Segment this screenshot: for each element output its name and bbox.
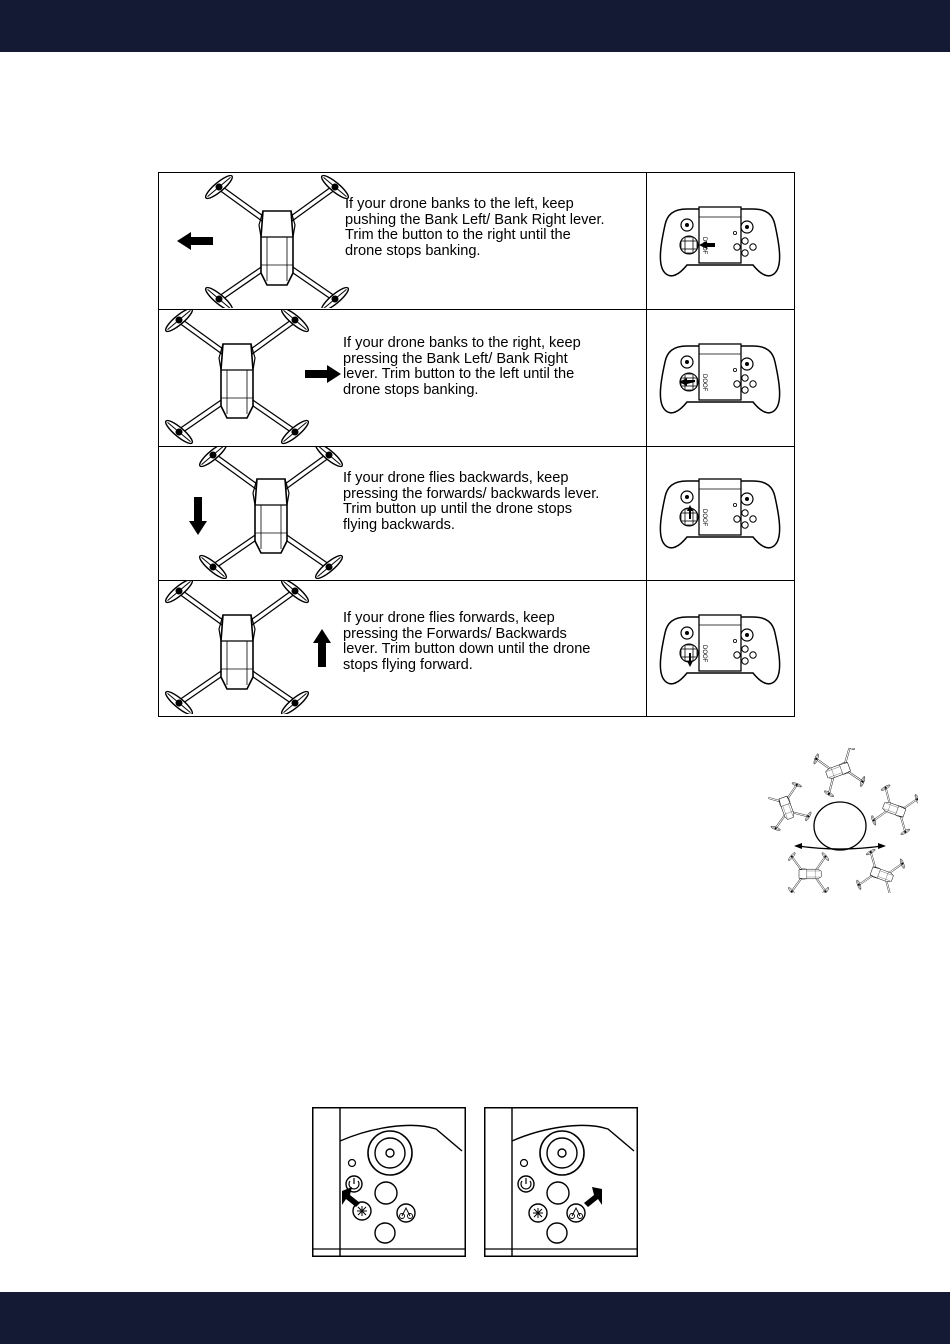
drone-illustration [159,173,349,308]
flip-button-closeup [484,1107,638,1257]
controller-illustration [659,310,783,445]
drone-illustration [159,310,349,445]
flip-360-illustration [768,748,918,893]
trim-row-backwards [159,447,794,581]
arrow-left-icon [177,232,213,250]
trim-instruction-text: If your drone banks to the right, keep pressing the Bank Left/ Bank Right lever. Trim button to the left until the drone stops banking. [343,335,581,398]
trim-row-bank-left [159,173,794,310]
speed-button-closeup [312,1107,466,1257]
drone-illustration [159,581,349,714]
controller-illustration [659,173,783,308]
arrow-down-icon [189,497,207,535]
controller-illustration [659,447,783,579]
trim-instruction-text: If your drone flies forwards, keep pressing the Forwards/ Backwards lever. Trim button down until the drone stops flying forward. [343,610,591,673]
controller-illustration [659,581,783,714]
arrow-right-icon [305,365,341,383]
trim-row-forwards [159,581,794,716]
trim-instruction-text: If your drone flies backwards, keep pressing the forwards/ backwards lever. Trim button up until the drone stops flying backwards. [343,470,600,533]
trim-row-bank-right [159,310,794,447]
bottom-band [0,1292,950,1344]
arrow-up-icon [313,629,331,667]
flip-button-icon [567,1204,585,1222]
top-band [0,0,950,52]
trim-instructions-table [158,172,795,717]
trim-instruction-text: If your drone banks to the left, keep pushing the Bank Left/ Bank Right lever. Trim the button to the right until the drone stops banking. [345,196,605,259]
drone-illustration [159,447,349,579]
flip-button-icon [397,1204,415,1222]
